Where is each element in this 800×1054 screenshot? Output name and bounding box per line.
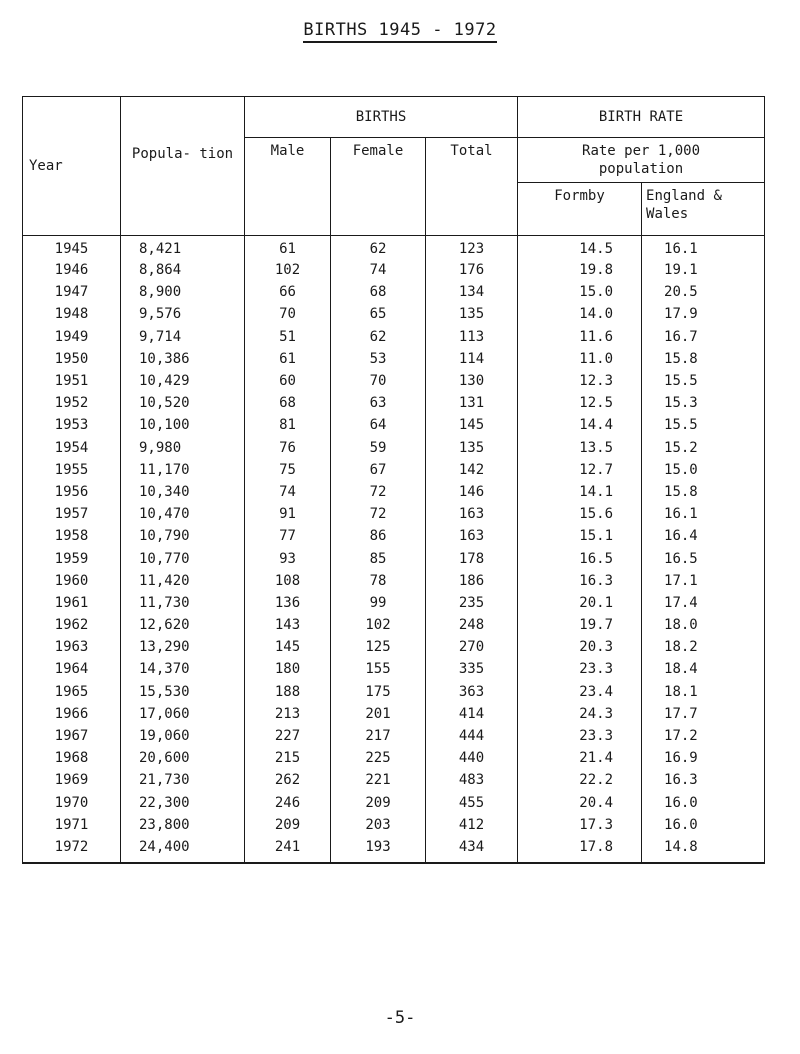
table-row bbox=[23, 792, 765, 814]
cell-year: 1951 bbox=[23, 370, 121, 392]
cell-population: 8,900 bbox=[121, 281, 245, 303]
cell-formby-rate: 14.1 bbox=[518, 481, 642, 503]
page-number: -5- bbox=[384, 1008, 416, 1028]
table-row bbox=[23, 459, 765, 481]
table-header bbox=[23, 97, 765, 236]
table-row bbox=[23, 592, 765, 614]
cell-total: 130 bbox=[426, 370, 518, 392]
cell-population: 14,370 bbox=[121, 658, 245, 680]
cell-population: 11,420 bbox=[121, 570, 245, 592]
table-row bbox=[23, 703, 765, 725]
cell-total: 142 bbox=[426, 459, 518, 481]
cell-population: 10,520 bbox=[121, 392, 245, 414]
cell-male: 81 bbox=[245, 414, 331, 436]
cell-total: 135 bbox=[426, 437, 518, 459]
cell-male: 145 bbox=[245, 636, 331, 658]
table-row bbox=[23, 392, 765, 414]
cell-female: 102 bbox=[331, 614, 426, 636]
cell-year: 1946 bbox=[23, 259, 121, 281]
cell-female: 78 bbox=[331, 570, 426, 592]
cell-year: 1963 bbox=[23, 636, 121, 658]
cell-year: 1949 bbox=[23, 326, 121, 348]
cell-year: 1953 bbox=[23, 414, 121, 436]
cell-year: 1971 bbox=[23, 814, 121, 836]
cell-female: 155 bbox=[331, 658, 426, 680]
cell-formby-rate: 20.1 bbox=[518, 592, 642, 614]
cell-total: 235 bbox=[426, 592, 518, 614]
cell-year: 1962 bbox=[23, 614, 121, 636]
cell-male: 76 bbox=[245, 437, 331, 459]
cell-population: 11,170 bbox=[121, 459, 245, 481]
cell-population: 10,470 bbox=[121, 503, 245, 525]
cell-year: 1960 bbox=[23, 570, 121, 592]
cell-formby-rate: 16.3 bbox=[518, 570, 642, 592]
cell-male: 241 bbox=[245, 836, 331, 863]
cell-population: 21,730 bbox=[121, 769, 245, 791]
cell-population: 10,770 bbox=[121, 547, 245, 569]
table-row bbox=[23, 658, 765, 680]
cell-total: 440 bbox=[426, 747, 518, 769]
table-row bbox=[23, 414, 765, 436]
header-female: Female bbox=[331, 138, 426, 236]
table-row bbox=[23, 236, 765, 260]
cell-total: 186 bbox=[426, 570, 518, 592]
table-row bbox=[23, 303, 765, 325]
cell-england-wales-rate: 15.8 bbox=[642, 348, 765, 370]
cell-female: 74 bbox=[331, 259, 426, 281]
header-population: Popula- tion bbox=[121, 97, 245, 236]
cell-england-wales-rate: 17.4 bbox=[642, 592, 765, 614]
cell-formby-rate: 19.8 bbox=[518, 259, 642, 281]
cell-female: 67 bbox=[331, 459, 426, 481]
cell-female: 64 bbox=[331, 414, 426, 436]
cell-england-wales-rate: 18.4 bbox=[642, 658, 765, 680]
cell-male: 75 bbox=[245, 459, 331, 481]
table-row bbox=[23, 769, 765, 791]
cell-female: 203 bbox=[331, 814, 426, 836]
cell-population: 12,620 bbox=[121, 614, 245, 636]
cell-total: 145 bbox=[426, 414, 518, 436]
cell-population: 15,530 bbox=[121, 681, 245, 703]
cell-male: 227 bbox=[245, 725, 331, 747]
cell-male: 246 bbox=[245, 792, 331, 814]
cell-formby-rate: 20.3 bbox=[518, 636, 642, 658]
table-row bbox=[23, 259, 765, 281]
cell-female: 62 bbox=[331, 326, 426, 348]
cell-england-wales-rate: 15.3 bbox=[642, 392, 765, 414]
cell-year: 1948 bbox=[23, 303, 121, 325]
cell-female: 65 bbox=[331, 303, 426, 325]
cell-year: 1966 bbox=[23, 703, 121, 725]
cell-female: 63 bbox=[331, 392, 426, 414]
cell-population: 24,400 bbox=[121, 836, 245, 863]
table-row bbox=[23, 814, 765, 836]
cell-male: 102 bbox=[245, 259, 331, 281]
cell-total: 455 bbox=[426, 792, 518, 814]
cell-england-wales-rate: 16.3 bbox=[642, 769, 765, 791]
cell-total: 113 bbox=[426, 326, 518, 348]
table-row bbox=[23, 836, 765, 863]
cell-male: 143 bbox=[245, 614, 331, 636]
cell-male: 213 bbox=[245, 703, 331, 725]
cell-total: 114 bbox=[426, 348, 518, 370]
cell-england-wales-rate: 15.2 bbox=[642, 437, 765, 459]
cell-female: 201 bbox=[331, 703, 426, 725]
cell-year: 1956 bbox=[23, 481, 121, 503]
cell-total: 146 bbox=[426, 481, 518, 503]
cell-year: 1957 bbox=[23, 503, 121, 525]
cell-formby-rate: 14.5 bbox=[518, 236, 642, 260]
cell-formby-rate: 21.4 bbox=[518, 747, 642, 769]
cell-england-wales-rate: 17.1 bbox=[642, 570, 765, 592]
cell-total: 163 bbox=[426, 503, 518, 525]
cell-formby-rate: 12.5 bbox=[518, 392, 642, 414]
cell-population: 13,290 bbox=[121, 636, 245, 658]
cell-england-wales-rate: 18.1 bbox=[642, 681, 765, 703]
cell-total: 135 bbox=[426, 303, 518, 325]
cell-female: 72 bbox=[331, 503, 426, 525]
cell-year: 1970 bbox=[23, 792, 121, 814]
births-table bbox=[22, 96, 765, 864]
table-row bbox=[23, 437, 765, 459]
cell-formby-rate: 15.0 bbox=[518, 281, 642, 303]
cell-population: 10,100 bbox=[121, 414, 245, 436]
cell-population: 10,429 bbox=[121, 370, 245, 392]
cell-england-wales-rate: 16.4 bbox=[642, 525, 765, 547]
cell-population: 8,421 bbox=[121, 236, 245, 260]
cell-england-wales-rate: 16.5 bbox=[642, 547, 765, 569]
cell-year: 1961 bbox=[23, 592, 121, 614]
cell-male: 68 bbox=[245, 392, 331, 414]
cell-total: 176 bbox=[426, 259, 518, 281]
cell-male: 93 bbox=[245, 547, 331, 569]
cell-formby-rate: 17.8 bbox=[518, 836, 642, 863]
table-row bbox=[23, 525, 765, 547]
cell-formby-rate: 11.0 bbox=[518, 348, 642, 370]
header-england-wales: England & Wales bbox=[642, 183, 765, 236]
table-row bbox=[23, 348, 765, 370]
header-rate-per: Rate per 1,000 population bbox=[518, 138, 765, 183]
cell-formby-rate: 17.3 bbox=[518, 814, 642, 836]
cell-total: 434 bbox=[426, 836, 518, 863]
cell-formby-rate: 12.3 bbox=[518, 370, 642, 392]
header-births: BIRTHS bbox=[245, 97, 518, 138]
cell-male: 188 bbox=[245, 681, 331, 703]
cell-female: 217 bbox=[331, 725, 426, 747]
cell-female: 193 bbox=[331, 836, 426, 863]
table-row bbox=[23, 281, 765, 303]
cell-england-wales-rate: 16.9 bbox=[642, 747, 765, 769]
cell-year: 1965 bbox=[23, 681, 121, 703]
cell-england-wales-rate: 15.0 bbox=[642, 459, 765, 481]
cell-female: 225 bbox=[331, 747, 426, 769]
cell-male: 51 bbox=[245, 326, 331, 348]
cell-england-wales-rate: 19.1 bbox=[642, 259, 765, 281]
cell-male: 74 bbox=[245, 481, 331, 503]
cell-year: 1967 bbox=[23, 725, 121, 747]
table-row bbox=[23, 614, 765, 636]
cell-total: 248 bbox=[426, 614, 518, 636]
cell-total: 163 bbox=[426, 525, 518, 547]
cell-female: 125 bbox=[331, 636, 426, 658]
cell-england-wales-rate: 18.0 bbox=[642, 614, 765, 636]
table-row bbox=[23, 503, 765, 525]
cell-female: 70 bbox=[331, 370, 426, 392]
cell-population: 9,980 bbox=[121, 437, 245, 459]
cell-england-wales-rate: 16.1 bbox=[642, 236, 765, 260]
page-title bbox=[0, 20, 800, 40]
cell-male: 262 bbox=[245, 769, 331, 791]
cell-male: 215 bbox=[245, 747, 331, 769]
cell-formby-rate: 16.5 bbox=[518, 547, 642, 569]
cell-population: 22,300 bbox=[121, 792, 245, 814]
header-year: Year bbox=[23, 97, 121, 236]
cell-formby-rate: 12.7 bbox=[518, 459, 642, 481]
cell-population: 9,714 bbox=[121, 326, 245, 348]
cell-year: 1969 bbox=[23, 769, 121, 791]
cell-male: 70 bbox=[245, 303, 331, 325]
cell-total: 444 bbox=[426, 725, 518, 747]
cell-female: 99 bbox=[331, 592, 426, 614]
cell-england-wales-rate: 17.7 bbox=[642, 703, 765, 725]
cell-england-wales-rate: 15.5 bbox=[642, 370, 765, 392]
cell-year: 1968 bbox=[23, 747, 121, 769]
cell-male: 108 bbox=[245, 570, 331, 592]
cell-total: 414 bbox=[426, 703, 518, 725]
cell-total: 363 bbox=[426, 681, 518, 703]
cell-england-wales-rate: 17.9 bbox=[642, 303, 765, 325]
cell-male: 61 bbox=[245, 348, 331, 370]
cell-population: 23,800 bbox=[121, 814, 245, 836]
cell-total: 134 bbox=[426, 281, 518, 303]
cell-male: 180 bbox=[245, 658, 331, 680]
cell-england-wales-rate: 15.5 bbox=[642, 414, 765, 436]
cell-population: 10,386 bbox=[121, 348, 245, 370]
cell-female: 59 bbox=[331, 437, 426, 459]
cell-formby-rate: 23.3 bbox=[518, 658, 642, 680]
cell-formby-rate: 20.4 bbox=[518, 792, 642, 814]
cell-male: 91 bbox=[245, 503, 331, 525]
table-row bbox=[23, 570, 765, 592]
cell-female: 53 bbox=[331, 348, 426, 370]
table-row bbox=[23, 747, 765, 769]
cell-formby-rate: 15.1 bbox=[518, 525, 642, 547]
table-row bbox=[23, 481, 765, 503]
cell-formby-rate: 15.6 bbox=[518, 503, 642, 525]
cell-year: 1955 bbox=[23, 459, 121, 481]
cell-female: 175 bbox=[331, 681, 426, 703]
cell-formby-rate: 23.3 bbox=[518, 725, 642, 747]
table-row bbox=[23, 636, 765, 658]
cell-england-wales-rate: 15.8 bbox=[642, 481, 765, 503]
cell-female: 86 bbox=[331, 525, 426, 547]
header-birth-rate: BIRTH RATE bbox=[518, 97, 765, 138]
cell-year: 1950 bbox=[23, 348, 121, 370]
cell-formby-rate: 23.4 bbox=[518, 681, 642, 703]
cell-year: 1945 bbox=[23, 236, 121, 260]
cell-population: 10,790 bbox=[121, 525, 245, 547]
cell-female: 68 bbox=[331, 281, 426, 303]
table-row bbox=[23, 681, 765, 703]
cell-male: 77 bbox=[245, 525, 331, 547]
cell-population: 20,600 bbox=[121, 747, 245, 769]
table-row bbox=[23, 725, 765, 747]
cell-formby-rate: 14.0 bbox=[518, 303, 642, 325]
cell-england-wales-rate: 17.2 bbox=[642, 725, 765, 747]
cell-england-wales-rate: 14.8 bbox=[642, 836, 765, 863]
cell-female: 85 bbox=[331, 547, 426, 569]
table-row bbox=[23, 326, 765, 348]
page-title-text: BIRTHS 1945 - 1972 bbox=[303, 20, 496, 43]
cell-year: 1952 bbox=[23, 392, 121, 414]
header-male: Male bbox=[245, 138, 331, 236]
cell-year: 1959 bbox=[23, 547, 121, 569]
cell-female: 62 bbox=[331, 236, 426, 260]
cell-year: 1964 bbox=[23, 658, 121, 680]
cell-male: 209 bbox=[245, 814, 331, 836]
cell-total: 178 bbox=[426, 547, 518, 569]
cell-formby-rate: 11.6 bbox=[518, 326, 642, 348]
cell-year: 1954 bbox=[23, 437, 121, 459]
cell-total: 483 bbox=[426, 769, 518, 791]
cell-total: 412 bbox=[426, 814, 518, 836]
cell-year: 1958 bbox=[23, 525, 121, 547]
cell-total: 270 bbox=[426, 636, 518, 658]
cell-england-wales-rate: 20.5 bbox=[642, 281, 765, 303]
cell-population: 17,060 bbox=[121, 703, 245, 725]
cell-formby-rate: 13.5 bbox=[518, 437, 642, 459]
table-body bbox=[23, 236, 765, 864]
cell-england-wales-rate: 16.7 bbox=[642, 326, 765, 348]
cell-england-wales-rate: 16.0 bbox=[642, 814, 765, 836]
cell-population: 8,864 bbox=[121, 259, 245, 281]
cell-england-wales-rate: 16.1 bbox=[642, 503, 765, 525]
cell-female: 72 bbox=[331, 481, 426, 503]
table-row bbox=[23, 370, 765, 392]
cell-formby-rate: 14.4 bbox=[518, 414, 642, 436]
cell-england-wales-rate: 16.0 bbox=[642, 792, 765, 814]
table-row bbox=[23, 547, 765, 569]
cell-female: 209 bbox=[331, 792, 426, 814]
cell-england-wales-rate: 18.2 bbox=[642, 636, 765, 658]
cell-population: 10,340 bbox=[121, 481, 245, 503]
cell-population: 11,730 bbox=[121, 592, 245, 614]
cell-formby-rate: 22.2 bbox=[518, 769, 642, 791]
cell-total: 335 bbox=[426, 658, 518, 680]
cell-population: 9,576 bbox=[121, 303, 245, 325]
cell-total: 123 bbox=[426, 236, 518, 260]
cell-male: 60 bbox=[245, 370, 331, 392]
cell-male: 61 bbox=[245, 236, 331, 260]
header-formby: Formby bbox=[518, 183, 642, 236]
header-total: Total bbox=[426, 138, 518, 236]
cell-male: 66 bbox=[245, 281, 331, 303]
cell-year: 1947 bbox=[23, 281, 121, 303]
cell-male: 136 bbox=[245, 592, 331, 614]
cell-formby-rate: 24.3 bbox=[518, 703, 642, 725]
cell-female: 221 bbox=[331, 769, 426, 791]
cell-year: 1972 bbox=[23, 836, 121, 863]
cell-population: 19,060 bbox=[121, 725, 245, 747]
cell-total: 131 bbox=[426, 392, 518, 414]
cell-formby-rate: 19.7 bbox=[518, 614, 642, 636]
